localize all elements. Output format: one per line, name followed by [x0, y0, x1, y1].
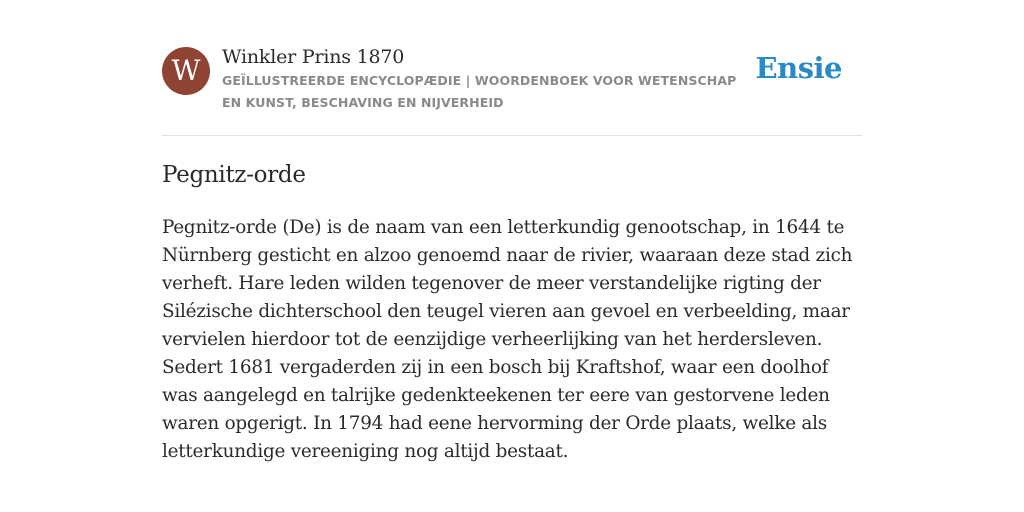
source-title[interactable]: Winkler Prins 1870 [222, 46, 405, 68]
source-avatar: W [162, 47, 210, 95]
entry-title: Pegnitz-orde [162, 162, 306, 188]
ensie-logo[interactable]: Ensie [755, 51, 842, 85]
source-header [162, 44, 862, 136]
entry-card [162, 44, 862, 466]
source-subtitle: GEÏLLUSTREERDE ENCYCLOPÆDIE | WOORDENBOEK VOOR WETENSCHAP EN KUNST, BESCHAVING EN NIJVERHEID [222, 73, 737, 110]
entry-body: Pegnitz-orde (De) is de naam van een letterkundig genootschap, in 1644 te Nürnberg gesticht en alzoo genoemd naar de rivier, waaraan deze stad zich verheft. Hare leden wilden tegenover de meer verstandelijke rigting der Silézische dichterschool den teugel vieren aan gevoel en verbeelding, maar vervielen hierdoor tot de eenzijdige verheerlijking van het herdersleven. Sedert 1681 vergaderden zij in een bosch bij Kraftshof, waar een doolhof was aangelegd en talrijke gedenkteekenen ter eere van gestorvene leden waren opgerigt. In 1794 had eene hervorming der Orde plaats, welke als letterkundige vereeniging nog altijd bestaat. [162, 217, 853, 462]
source-info [222, 44, 752, 114]
